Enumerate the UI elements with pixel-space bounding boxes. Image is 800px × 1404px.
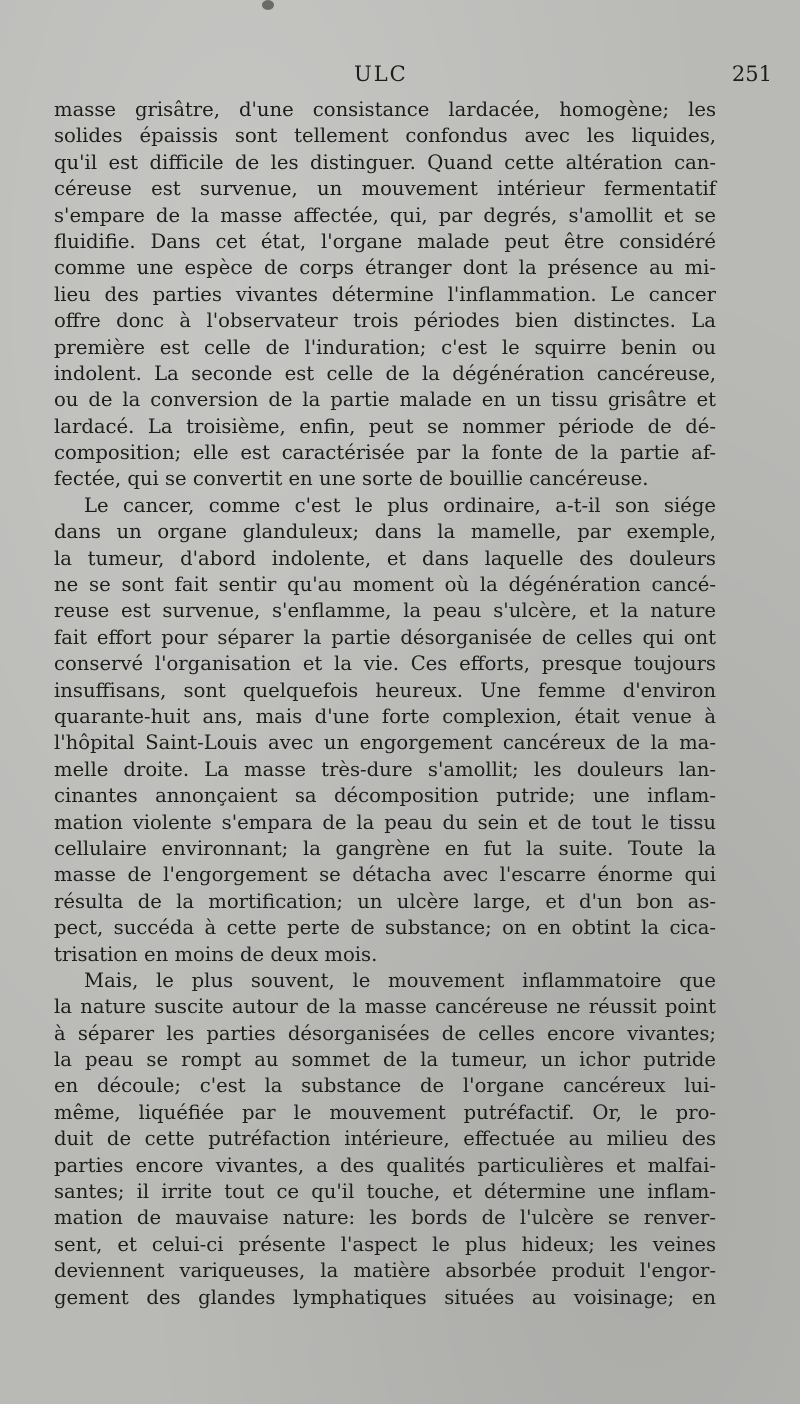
text-line: cellulaire environnant; la gangrène en fut la suite. Toute la: [54, 836, 716, 860]
text-line: fait effort pour séparer la partie désorganisée de celles qui ont: [54, 625, 716, 649]
text-line: qu'il est difficile de les distinguer. Quand cette altération can-: [54, 150, 716, 174]
text-line: sent, et celui-ci présente l'aspect le plus hideux; les veines: [54, 1232, 716, 1256]
text-line: trisation en moins de deux mois.: [54, 942, 378, 966]
text-line: dans un organe glanduleux; dans la mamelle, par exemple,: [54, 520, 716, 544]
running-head: [54, 62, 772, 92]
text-line: résulta de la mortification; un ulcère large, et d'un bon as-: [54, 889, 716, 913]
text-line: fectée, qui se convertit en une sorte de bouillie cancéreuse.: [54, 467, 649, 491]
page-number: 251: [731, 62, 772, 86]
text-line: masse grisâtre, d'une consistance lardacée, homogène; les: [54, 98, 716, 121]
text-line: pect, succéda à cette perte de substance; on en obtint la cica-: [54, 916, 716, 940]
text-line: la peau se rompt au sommet de la tumeur, un ichor putride: [54, 1048, 716, 1072]
text-line: l'hôpital Saint-Louis avec un engorgement cancéreux de la ma-: [54, 731, 716, 755]
text-line: conservé l'organisation et la vie. Ces efforts, presque toujours: [54, 652, 716, 676]
text-line: gement des glandes lymphatiques situées au voisinage; en: [54, 1285, 716, 1309]
running-head-title: ULC: [354, 62, 408, 86]
text-line: quarante-huit ans, mais d'une forte complexion, était venue à: [54, 704, 716, 728]
text-line: première est celle de l'induration; c'est le squirre benin ou: [54, 335, 716, 359]
text-line: céreuse est survenue, un mouvement intérieur fermentatif: [54, 177, 716, 201]
text-line: offre donc à l'observateur trois périodes bien distinctes. La: [54, 309, 716, 333]
text-line: lieu des parties vivantes détermine l'inflammation. Le cancer: [54, 282, 716, 306]
text-line: mation de mauvaise nature: les bords de l'ulcère se renver-: [54, 1206, 716, 1230]
text-line: melle droite. La masse très-dure s'amollit; les douleurs lan-: [54, 757, 716, 781]
text-line: deviennent variqueuses, la matière absorbée produit l'engor-: [54, 1259, 716, 1283]
text-line: la nature suscite autour de la masse cancéreuse ne réussit point: [54, 995, 716, 1019]
text-line: ne se sont fait sentir qu'au moment où la dégénération cancé-: [54, 573, 716, 597]
text-line: comme une espèce de corps étranger dont la présence au mi-: [54, 256, 716, 280]
text-line: s'empare de la masse affectée, qui, par degrés, s'amollit et se: [54, 203, 716, 227]
text-line: insuffisans, sont quelquefois heureux. Une femme d'environ: [54, 678, 716, 702]
text-line: reuse est survenue, s'enflamme, la peau s'ulcère, et la nature: [54, 599, 716, 623]
text-line: même, liquéfiée par le mouvement putréfactif. Or, le pro-: [54, 1100, 716, 1124]
text-line: en découle; c'est la substance de l'organe cancéreux lui-: [54, 1074, 716, 1098]
text-line: ou de la conversion de la partie malade en un tissu grisâtre et: [54, 388, 716, 412]
text-line: composition; elle est caractérisée par la fonte de la partie af-: [54, 441, 716, 465]
text-line: masse de l'engorgement se détacha avec l'escarre énorme qui: [54, 863, 716, 887]
text-line: duit de cette putréfaction intérieure, effectuée au milieu des: [54, 1127, 716, 1151]
paragraph-start: Mais, le plus souvent, le mouvement inflammatoire que: [84, 968, 716, 992]
text-line: fluidifie. Dans cet état, l'organe malade peut être considéré: [54, 229, 716, 253]
text-line: cinantes annonçaient sa décomposition putride; une inflam-: [54, 784, 716, 808]
text-line: parties encore vivantes, a des qualités particulières et malfai-: [54, 1153, 716, 1177]
text-line: indolent. La seconde est celle de la dégénération cancéreuse,: [54, 361, 716, 385]
text-line: solides épaissis sont tellement confondus avec les liquides,: [54, 124, 716, 148]
paragraph-start: Le cancer, comme c'est le plus ordinaire, a-t-il son siége: [84, 493, 716, 517]
text-line: lardacé. La troisième, enfin, peut se nommer période de dé-: [54, 414, 716, 438]
ink-blot: [262, 0, 274, 10]
body-text: [54, 97, 716, 1311]
text-line: mation violente s'empara de la peau du sein et de tout le tissu: [54, 810, 716, 834]
text-line: santes; il irrite tout ce qu'il touche, et détermine une inflam-: [54, 1180, 716, 1204]
text-line: la tumeur, d'abord indolente, et dans laquelle des douleurs: [54, 546, 716, 570]
text-line: à séparer les parties désorganisées de celles encore vivantes;: [54, 1021, 716, 1045]
